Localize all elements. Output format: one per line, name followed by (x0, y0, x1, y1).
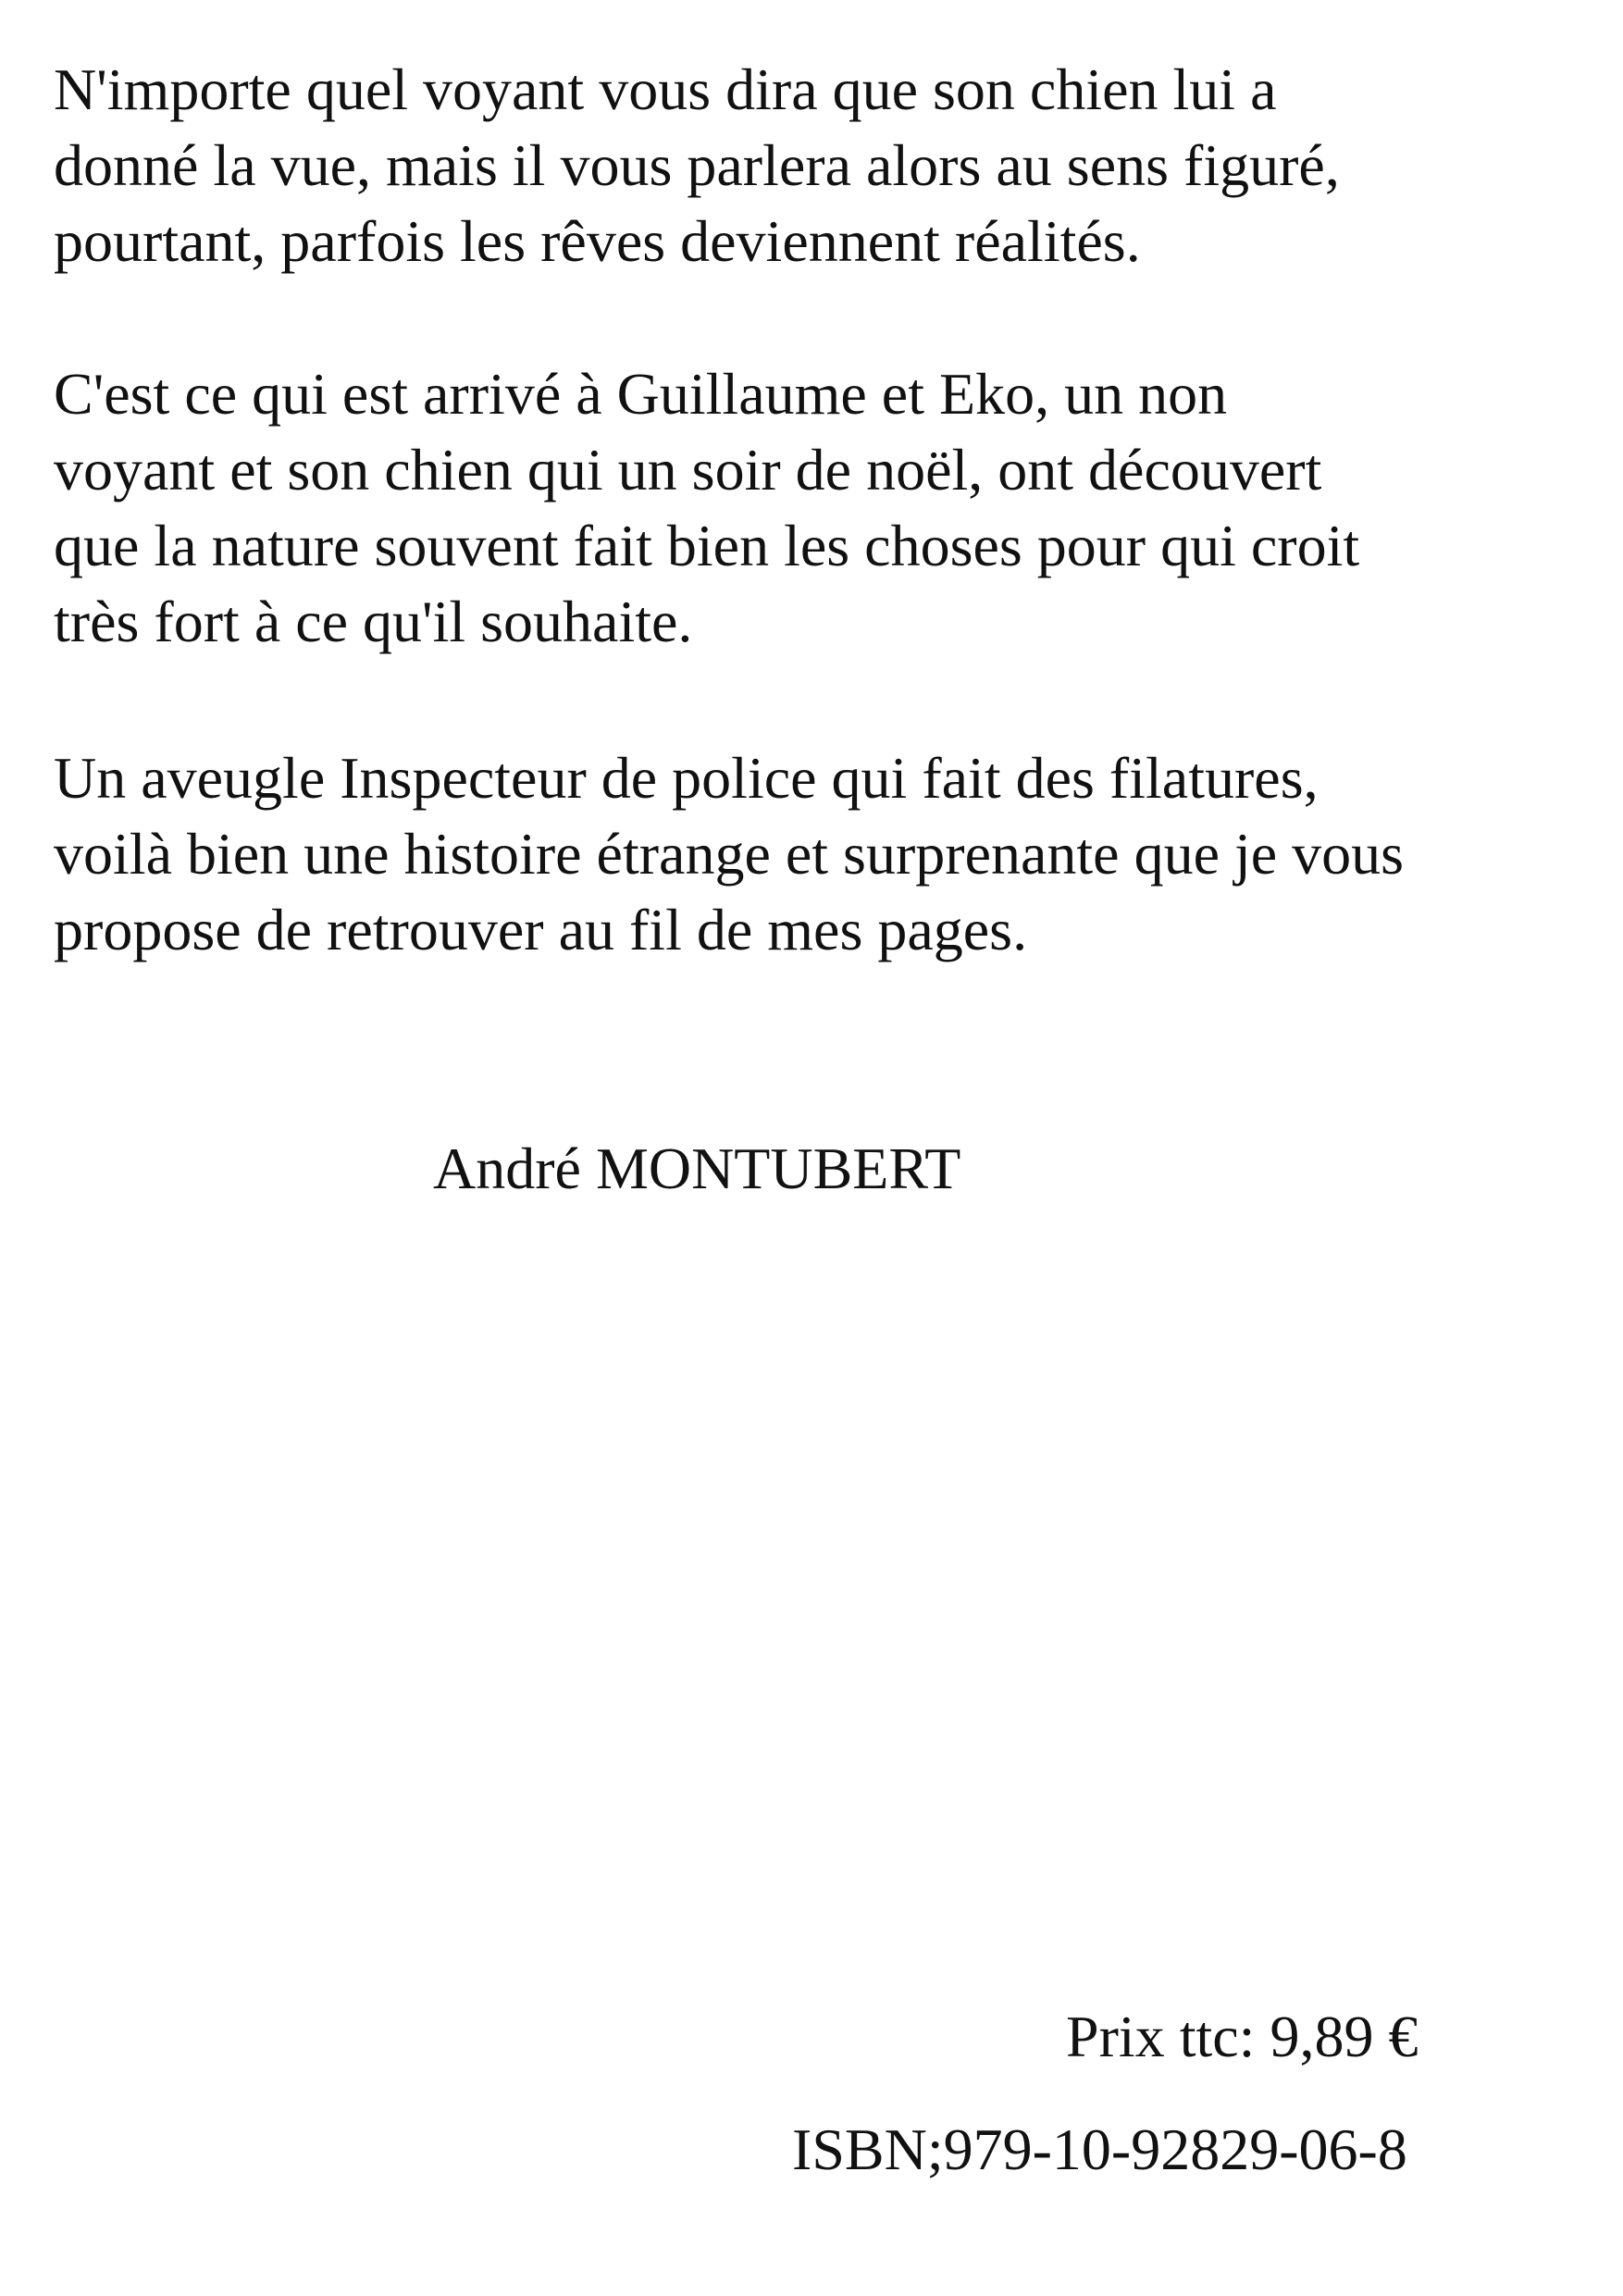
author-name: André MONTUBERT (433, 1136, 961, 1201)
blurb-paragraph-3: Un aveugle Inspecteur de police qui fait des filatures, voilà bien une histoire étrange et surprenante que je vous propose de retrouver au fil de mes pages. (54, 745, 1405, 962)
blurb-paragraph-2: C'est ce qui est arrivé à Guillaume et Eko, un non voyant et son chien qui un soir de noël, ont découvert que la nature souvent fait bien les choses pour qui croit très fort à ce qu'il souhaite. (54, 361, 1360, 654)
price-label: Prix ttc: 9,89 € (1066, 2004, 1419, 2069)
isbn-label: ISBN;979-10-92829-06-8 (792, 2116, 1407, 2182)
blurb-paragraph-1: N'importe quel voyant vous dira que son chien lui a donné la vue, mais il vous parlera alors au sens figuré, pourtant, parfois les rêves deviennent réalités. (54, 56, 1340, 274)
